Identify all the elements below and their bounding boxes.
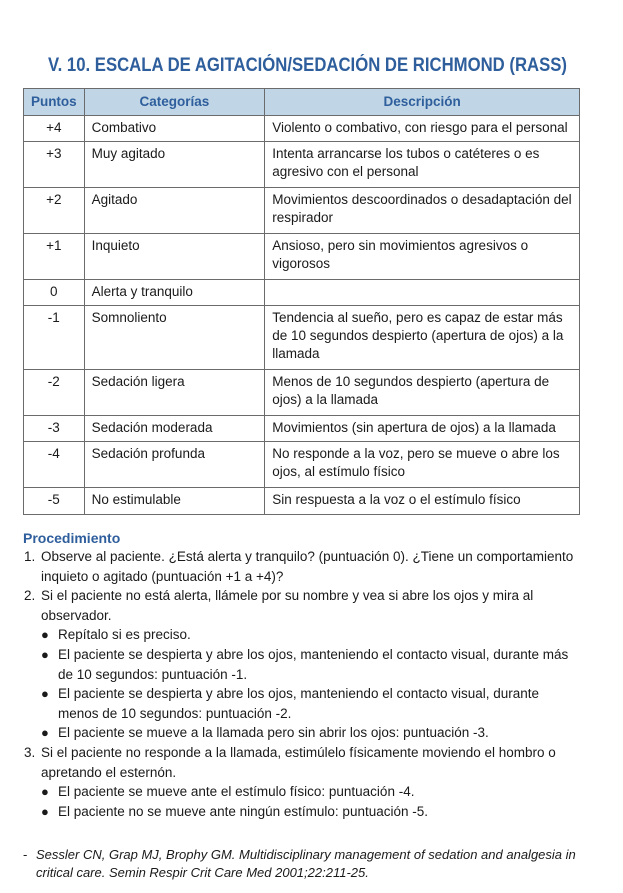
cell-categoria: Agitado (84, 188, 265, 234)
bullet-icon: ● (41, 725, 49, 741)
bullet-text: Repítalo si es preciso. (58, 627, 191, 643)
procedure-step (23, 547, 583, 586)
bullet-icon: ● (41, 646, 49, 662)
procedure-bullet (23, 782, 583, 802)
cell-puntos: -4 (24, 442, 85, 488)
bullet-text: El paciente se mueve ante el estímulo físico: puntuación -4. (58, 784, 415, 800)
cell-descripcion: Menos de 10 segundos despierto (apertura de ojos) a la llamada (265, 370, 580, 416)
procedure-bullet (23, 625, 583, 645)
bullet-text: El paciente se despierta y abre los ojos, manteniendo el contacto visual, durante menos de 10 segundos: puntuación -2. (58, 686, 540, 721)
bullet-icon: ● (41, 686, 49, 702)
cell-categoria: Muy agitado (84, 142, 265, 188)
cell-descripcion: Violento o combativo, con riesgo para el personal (265, 116, 580, 142)
reference (23, 846, 593, 882)
cell-descripcion: Tendencia al sueño, pero es capaz de estar más de 10 segundos despierto (apertura de ojos) a la llamada (265, 306, 580, 370)
bullet-icon: ● (41, 627, 49, 643)
bullet-icon: ● (41, 784, 49, 800)
cell-categoria: Sedación ligera (84, 370, 265, 416)
cell-categoria: No estimulable (84, 488, 265, 515)
table-row (24, 116, 580, 142)
cell-categoria: Sedación moderada (84, 416, 265, 442)
procedure-step (23, 743, 583, 782)
step-number: 3. (24, 744, 36, 760)
procedure-bullet (23, 802, 583, 822)
step-number: 1. (24, 549, 36, 564)
cell-puntos: -2 (24, 370, 85, 416)
cell-descripcion: Ansioso, pero sin movimientos agresivos o vigorosos (265, 234, 580, 280)
cell-puntos: +1 (24, 234, 85, 280)
cell-categoria: Combativo (84, 116, 265, 142)
step-text: Si el paciente no responde a la llamada, estimúlelo físicamente moviendo el hombro o apretando el esternón. (41, 744, 556, 780)
cell-puntos: -1 (24, 306, 85, 370)
table-row (24, 188, 580, 234)
table-row (24, 280, 580, 306)
bullet-icon: ● (41, 803, 49, 819)
rass-table (23, 88, 580, 515)
table-row (24, 370, 580, 416)
reference-text: Sessler CN, Grap MJ, Brophy GM. Multidisciplinary management of sedation and analgesia in critical care. Semin Respir Crit Care Med 2001;22:211-25. (36, 847, 576, 880)
table-row (24, 442, 580, 488)
cell-categoria: Somnoliento (84, 306, 265, 370)
cell-descripcion: Movimientos (sin apertura de ojos) a la llamada (265, 416, 580, 442)
bullet-text: El paciente se despierta y abre los ojos, manteniendo el contacto visual, durante más de 10 segundos: puntuación -1. (58, 646, 569, 682)
step-text: Si el paciente no está alerta, llámele por su nombre y vea si abre los ojos y mira al observador. (41, 588, 534, 623)
header-categorias: Categorías (84, 89, 265, 116)
reference-dash: - (23, 847, 28, 862)
step-text: Observe al paciente. ¿Está alerta y tranquilo? (puntuación 0). ¿Tiene un comportamiento inquieto o agitado (puntuación +1 a +4)? (41, 549, 574, 584)
header-descripcion: Descripción (265, 89, 580, 116)
table-row (24, 234, 580, 280)
table-row (24, 416, 580, 442)
cell-puntos: +4 (24, 116, 85, 142)
cell-descripcion: Intenta arrancarse los tubos o catéteres o es agresivo con el personal (265, 142, 580, 188)
procedure-bullet (23, 645, 583, 684)
procedure-bullet (23, 684, 583, 723)
cell-puntos: 0 (24, 280, 85, 306)
table-header-row (24, 89, 580, 116)
procedure-heading: Procedimiento (23, 530, 121, 546)
cell-puntos: +3 (24, 142, 85, 188)
cell-puntos: +2 (24, 188, 85, 234)
bullet-text: El paciente se mueve a la llamada pero sin abrir los ojos: puntuación -3. (58, 725, 489, 741)
table-row (24, 306, 580, 370)
cell-puntos: -5 (24, 488, 85, 515)
step-number: 2. (24, 588, 36, 604)
cell-puntos: -3 (24, 416, 85, 442)
cell-categoria: Sedación profunda (84, 442, 265, 488)
page-title: V. 10. ESCALA DE AGITACIÓN/SEDACIÓN DE RICHMOND (RASS) (48, 55, 567, 76)
bullet-text: El paciente no se mueve ante ningún estímulo: puntuación -5. (58, 803, 428, 819)
table-row (24, 488, 580, 515)
cell-descripcion: Sin respuesta a la voz o el estímulo físico (265, 488, 580, 515)
cell-categoria: Alerta y tranquilo (84, 280, 265, 306)
procedure-list (23, 547, 583, 821)
procedure-bullet (23, 723, 583, 743)
header-puntos: Puntos (24, 89, 85, 116)
cell-categoria: Inquieto (84, 234, 265, 280)
table-row (24, 142, 580, 188)
cell-descripcion: Movimientos descoordinados o desadaptación del respirador (265, 188, 580, 234)
cell-descripcion (265, 280, 580, 306)
procedure-step (23, 586, 583, 625)
cell-descripcion: No responde a la voz, pero se mueve o abre los ojos, al estímulo físico (265, 442, 580, 488)
